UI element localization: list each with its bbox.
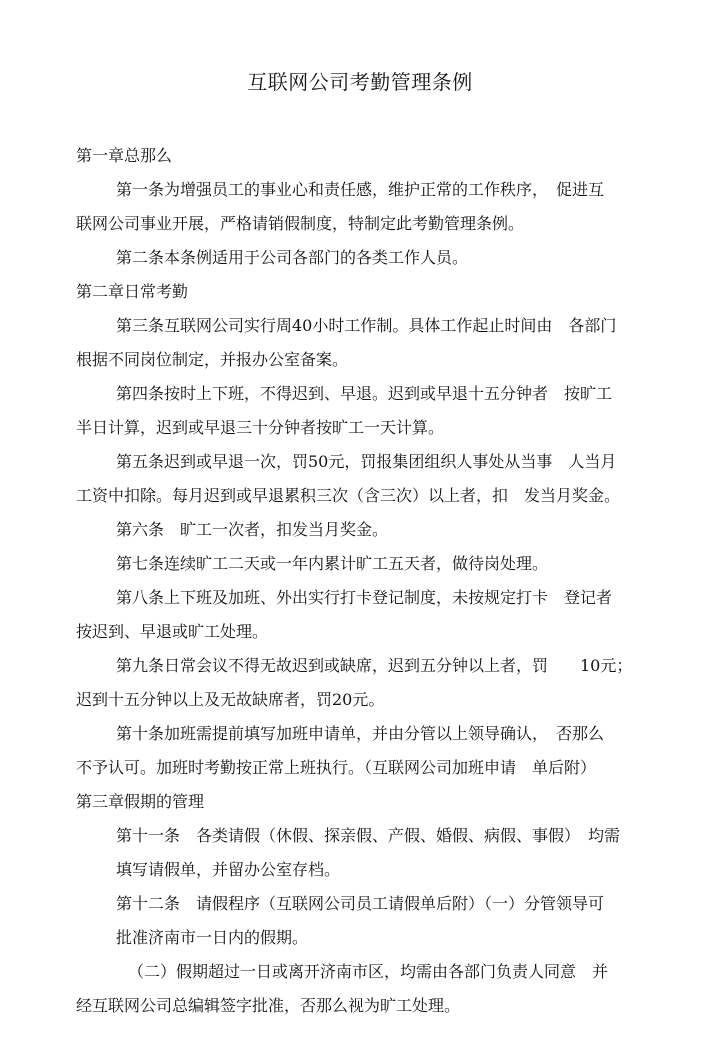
chapter-heading: 第三章假期的管理 xyxy=(76,792,205,811)
article-line: 迟到十五分钟以上及无故缺席者，罚20元。 xyxy=(76,690,385,709)
article-line: 半日计算，迟到或早退三十分钟者按旷工一天计算。 xyxy=(76,418,445,437)
chapter-heading: 第二章日常考勤 xyxy=(76,282,189,301)
article-line: 第十二条 请假程序（互联网公司员工请假单后附）（一）分管领导可 xyxy=(116,894,605,913)
document-body xyxy=(76,140,656,1024)
article-line: 填写请假单，并留办公室存档。 xyxy=(116,860,341,879)
article-line: 第五条迟到或早退一次，罚50元，罚报集团组织人事处从当事 人当月 xyxy=(116,452,617,471)
article-line: 第六条 旷工一次者，扣发当月奖金。 xyxy=(116,520,389,539)
document-title: 互联网公司考勤管理条例 xyxy=(247,70,473,94)
article-line: 工资中扣除。每月迟到或早退累积三次（含三次）以上者，扣 发当月奖金。 xyxy=(76,486,621,505)
article-line: 第三条互联网公司实行周40小时工作制。具体工作起止时间由 各部门 xyxy=(116,316,617,335)
article-line: 根据不同岗位制定，并报办公室备案。 xyxy=(76,350,349,369)
chapter-heading: 第一章总那么 xyxy=(76,146,173,165)
article-line: 第十一条 各类请假（休假、探亲假、产假、婚假、病假、事假） 均需 xyxy=(116,826,621,845)
article-line: 第四条按时上下班，不得迟到、早退。迟到或早退十五分钟者 按旷工 xyxy=(116,384,613,403)
article-line: （二）假期超过一日或离开济南市区，均需由各部门负责人同意 并 xyxy=(128,962,609,981)
article-line: 按迟到、早退或旷工处理。 xyxy=(76,622,269,641)
article-line: 联网公司事业开展，严格请销假制度，特制定此考勤管理条例。 xyxy=(76,214,525,233)
article-line: 第八条上下班及加班、外出实行打卡登记制度，未按规定打卡 登记者 xyxy=(116,588,613,607)
article-line: 经互联网公司总编辑签字批准，否那么视为旷工处理。 xyxy=(76,996,461,1015)
article-line: 第九条日常会议不得无故迟到或缺席，迟到五分钟以上者，罚 10元； xyxy=(116,656,633,675)
article-line: 第十条加班需提前填写加班申请单，并由分管以上领导确认， 否那么 xyxy=(116,724,605,743)
article-line: 第一条为增强员工的事业心和责任感，维护正常的工作秩序， 促进互 xyxy=(116,180,605,199)
article-line: 第二条本条例适用于公司各部门的各类工作人员。 xyxy=(116,248,469,267)
article-line: 不予认可。加班时考勤按正常上班执行。（互联网公司加班申请 单后附） xyxy=(76,758,597,777)
article-line: 批准济南市一日内的假期。 xyxy=(116,928,309,947)
article-line: 第七条连续旷工二天或一年内累计旷工五天者，做待岗处理。 xyxy=(116,554,549,573)
